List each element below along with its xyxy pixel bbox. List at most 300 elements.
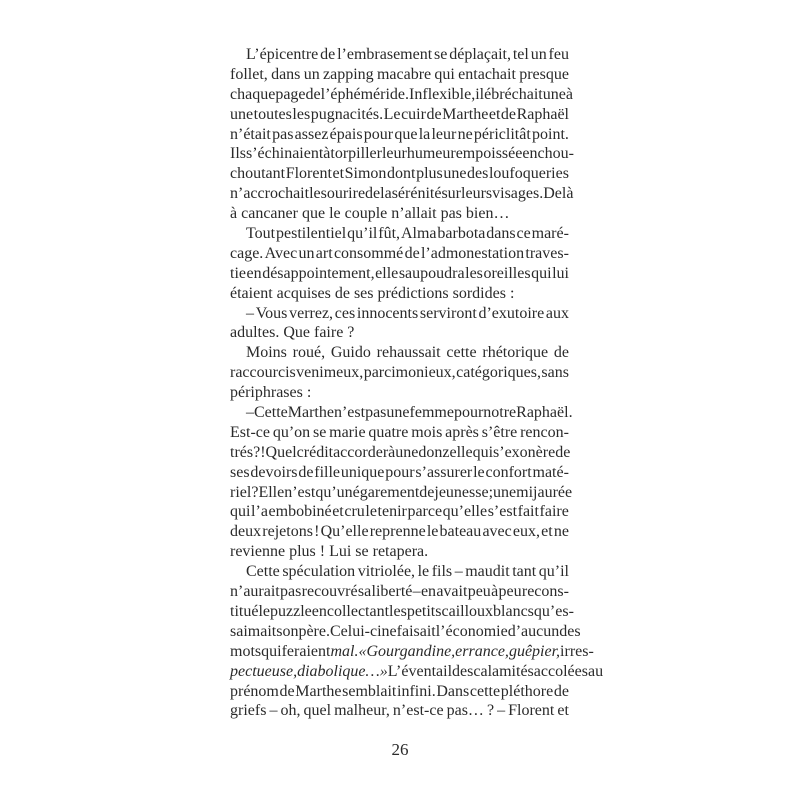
word: étaient bbox=[230, 284, 273, 302]
text-line bbox=[230, 522, 569, 542]
word: de bbox=[553, 682, 569, 700]
word: tenir bbox=[377, 503, 407, 521]
word: se bbox=[355, 543, 369, 561]
word: s’exonère bbox=[493, 443, 556, 461]
word: qui bbox=[472, 443, 494, 461]
word: périphrases bbox=[230, 384, 303, 402]
word: ébréchait bbox=[484, 85, 543, 103]
word: pour bbox=[363, 125, 394, 143]
word: fils bbox=[431, 563, 453, 581]
word: chaque bbox=[230, 85, 276, 103]
word: qu’es- bbox=[533, 602, 574, 620]
word: avait bbox=[436, 583, 468, 601]
word: périclitât bbox=[473, 125, 531, 143]
word: une bbox=[443, 165, 467, 183]
word: Marthe bbox=[442, 105, 489, 123]
word: roué, bbox=[292, 344, 326, 362]
word: à bbox=[491, 583, 499, 601]
word: cette bbox=[446, 344, 477, 362]
word: – bbox=[497, 702, 506, 720]
word: : bbox=[509, 284, 515, 302]
word: pas bbox=[272, 125, 294, 143]
word: parcimonieux, bbox=[363, 364, 456, 382]
word: pas bbox=[440, 205, 462, 223]
word: devoirs bbox=[250, 463, 298, 481]
word: plus bbox=[416, 165, 443, 183]
word: que bbox=[301, 205, 326, 223]
word: l’a bbox=[251, 503, 268, 521]
word: peu bbox=[467, 583, 491, 601]
word: sur bbox=[441, 185, 462, 203]
word: l’éphéméride. bbox=[320, 85, 410, 103]
word: qui bbox=[261, 642, 282, 660]
word: accolées bbox=[533, 662, 588, 680]
word: toutes bbox=[253, 105, 292, 123]
word: n’aurait bbox=[230, 583, 280, 601]
word: feu bbox=[548, 46, 569, 63]
word: mots bbox=[230, 642, 262, 660]
word: oreilles bbox=[483, 264, 531, 282]
text-line bbox=[230, 224, 569, 244]
word: leur bbox=[381, 145, 407, 163]
word: barbota bbox=[437, 225, 486, 243]
text-line bbox=[230, 184, 574, 204]
word: saupoudra bbox=[398, 264, 465, 282]
word: pectueuse, bbox=[230, 662, 298, 680]
text-line bbox=[230, 682, 569, 702]
word: De bbox=[543, 185, 562, 203]
word: de bbox=[334, 284, 350, 302]
word: de bbox=[365, 185, 381, 203]
word: Tout bbox=[246, 225, 276, 243]
word: ; bbox=[488, 483, 494, 501]
word: en bbox=[420, 583, 437, 601]
word: ne bbox=[457, 125, 473, 143]
word: n’allait bbox=[391, 205, 437, 223]
word: Florent bbox=[285, 165, 332, 183]
word: serviront bbox=[419, 304, 477, 322]
text-line bbox=[230, 343, 569, 363]
word: confort bbox=[485, 463, 532, 481]
word: vitriolée, bbox=[357, 563, 416, 581]
word: tie bbox=[230, 264, 246, 282]
word: L’éventail bbox=[387, 662, 453, 680]
word: ! bbox=[319, 543, 326, 561]
word: riel bbox=[230, 483, 252, 501]
text-line bbox=[230, 144, 574, 164]
word: sa bbox=[357, 583, 372, 601]
word: qu’elle bbox=[442, 503, 488, 521]
word: Cette bbox=[254, 404, 288, 422]
text-line bbox=[230, 284, 569, 304]
word: presque bbox=[519, 65, 569, 83]
word: pestilentiel bbox=[276, 225, 347, 243]
word: parce bbox=[407, 503, 443, 521]
word: spéculation bbox=[282, 563, 356, 581]
word: s’assurer bbox=[415, 463, 473, 481]
word: bien… bbox=[465, 205, 510, 223]
word: visages. bbox=[492, 185, 544, 203]
word: assez bbox=[294, 125, 329, 143]
word: Marthe bbox=[287, 404, 334, 422]
word: « bbox=[358, 642, 367, 660]
word: semblait bbox=[342, 682, 397, 700]
word: et bbox=[488, 105, 501, 123]
word: rehaussait bbox=[376, 344, 441, 362]
word: humeur bbox=[406, 145, 456, 163]
word: faire bbox=[539, 503, 569, 521]
word: prédictions bbox=[377, 284, 449, 302]
word: un bbox=[303, 65, 320, 83]
word: s’être bbox=[481, 423, 518, 441]
word: – bbox=[412, 583, 421, 601]
word: Que bbox=[283, 324, 310, 342]
word: désappointement, bbox=[262, 264, 375, 282]
word: – bbox=[246, 304, 254, 322]
word: dont bbox=[387, 165, 416, 183]
word: de bbox=[500, 105, 517, 123]
word: calamités bbox=[473, 662, 534, 680]
word: elle bbox=[375, 264, 399, 282]
body-text bbox=[230, 45, 604, 721]
text-line bbox=[230, 662, 604, 682]
word: bateau bbox=[439, 523, 482, 541]
word: cage. bbox=[230, 244, 264, 262]
word: maré- bbox=[531, 225, 569, 243]
word: quatre bbox=[368, 423, 409, 441]
word: faisait bbox=[396, 622, 436, 640]
word: la bbox=[380, 185, 392, 203]
word: acquises bbox=[276, 284, 331, 302]
word: de bbox=[320, 46, 336, 63]
word: mijaurée bbox=[516, 483, 573, 501]
word: pléthore bbox=[500, 682, 554, 700]
word: au bbox=[587, 662, 604, 680]
word: ? bbox=[347, 324, 355, 342]
word: catégoriques, bbox=[456, 364, 541, 382]
text-line bbox=[230, 244, 569, 264]
word: et bbox=[557, 702, 569, 720]
word: son bbox=[276, 622, 299, 640]
word: errance, bbox=[455, 642, 509, 660]
word: une bbox=[230, 105, 254, 123]
word: le bbox=[417, 563, 430, 581]
word: peu bbox=[498, 583, 522, 601]
word: trés bbox=[230, 443, 254, 461]
word: qu’un bbox=[315, 483, 353, 501]
word: s’échinaient bbox=[246, 145, 324, 163]
word: sérénité bbox=[391, 185, 442, 203]
word: le bbox=[365, 503, 377, 521]
text-line bbox=[230, 363, 569, 383]
word: dans bbox=[486, 225, 516, 243]
word: ses bbox=[353, 284, 374, 302]
word: Elle bbox=[258, 483, 285, 501]
word: notre bbox=[483, 404, 517, 422]
word: ne bbox=[381, 622, 397, 640]
word: – bbox=[269, 702, 278, 720]
word: qui bbox=[230, 503, 251, 521]
word: leur bbox=[431, 125, 457, 143]
word: se bbox=[312, 423, 327, 441]
word: Inflexible, bbox=[409, 85, 476, 103]
word: couple bbox=[344, 205, 388, 223]
word: ? bbox=[251, 483, 259, 501]
word: se bbox=[434, 46, 448, 63]
word: des bbox=[467, 165, 489, 183]
word: rhétorique bbox=[482, 344, 549, 362]
word: faire bbox=[313, 324, 344, 342]
word: donzelle bbox=[418, 443, 473, 461]
word: adultes. bbox=[230, 324, 280, 342]
word: saimait bbox=[230, 622, 277, 640]
word: oh, bbox=[280, 702, 301, 720]
word: pas bbox=[365, 404, 387, 422]
text-line bbox=[230, 125, 569, 145]
word: Moins bbox=[246, 344, 287, 362]
word: leurs bbox=[461, 185, 493, 203]
word: ces bbox=[334, 304, 356, 322]
word: fille bbox=[314, 463, 341, 481]
text-line bbox=[230, 383, 569, 403]
text-line bbox=[230, 701, 569, 721]
word: cru bbox=[344, 503, 365, 521]
word: d’exutoire bbox=[478, 304, 545, 322]
word: déplaçait, bbox=[449, 46, 511, 63]
word: venimeux, bbox=[296, 364, 364, 382]
word: fût, bbox=[378, 225, 401, 243]
word: lui bbox=[552, 264, 569, 282]
word: et bbox=[332, 165, 345, 183]
text-line bbox=[230, 502, 569, 522]
word: accorder bbox=[333, 443, 389, 461]
text-line bbox=[230, 582, 569, 602]
word: Gourgandine, bbox=[366, 642, 456, 660]
word: fait bbox=[517, 503, 539, 521]
word: un bbox=[298, 244, 315, 262]
word: le bbox=[258, 602, 270, 620]
text-line bbox=[230, 323, 569, 343]
word: qui bbox=[434, 65, 455, 83]
word: L’épicentre bbox=[246, 46, 319, 63]
text-line bbox=[230, 65, 569, 85]
word: aux bbox=[545, 304, 569, 322]
text-line bbox=[230, 164, 569, 184]
word: entachait bbox=[458, 65, 516, 83]
word: prénom bbox=[230, 682, 279, 700]
text-line bbox=[230, 463, 569, 483]
word: deux bbox=[230, 523, 262, 541]
word: Ils bbox=[230, 145, 246, 163]
word: tant bbox=[512, 563, 537, 581]
word: page bbox=[275, 85, 306, 103]
word: là bbox=[561, 185, 574, 203]
text-line bbox=[230, 85, 573, 105]
word: de bbox=[426, 105, 442, 123]
word: à bbox=[388, 443, 396, 461]
word: le bbox=[329, 205, 341, 223]
word: la bbox=[418, 125, 431, 143]
word: n’est bbox=[284, 483, 316, 501]
word: de bbox=[279, 682, 295, 700]
word: mois bbox=[411, 423, 443, 441]
word: eux, bbox=[512, 523, 541, 541]
word: pour bbox=[453, 404, 484, 422]
word: tel bbox=[512, 46, 529, 63]
word: infini. bbox=[397, 682, 436, 700]
word: des bbox=[559, 622, 581, 640]
word: des bbox=[452, 662, 474, 680]
word: verrez, bbox=[289, 304, 334, 322]
word: qu’on bbox=[272, 423, 311, 441]
word: Quel bbox=[265, 443, 297, 461]
word: ? bbox=[486, 702, 495, 720]
text-line bbox=[230, 264, 569, 284]
word: en bbox=[522, 145, 538, 163]
word: empoissée bbox=[455, 145, 523, 163]
word: le bbox=[309, 185, 321, 203]
word: père. bbox=[298, 622, 330, 640]
word: ce bbox=[516, 225, 531, 243]
word: revienne bbox=[230, 543, 286, 561]
word: l’embrasement bbox=[337, 46, 433, 63]
word: reprenne bbox=[369, 523, 426, 541]
word: sourire bbox=[320, 185, 366, 203]
word: art bbox=[315, 244, 333, 262]
word: feraient bbox=[281, 642, 331, 660]
word: – bbox=[454, 563, 463, 581]
word: cette bbox=[469, 682, 501, 700]
word: traves- bbox=[525, 244, 569, 262]
word: à bbox=[230, 205, 238, 223]
word: blancs bbox=[493, 602, 534, 620]
word: et bbox=[541, 523, 553, 541]
word: puzzle bbox=[269, 602, 312, 620]
text-line bbox=[230, 642, 594, 662]
page-number: 26 bbox=[391, 740, 409, 759]
word: sordides bbox=[452, 284, 506, 302]
text-line bbox=[230, 562, 569, 582]
word: qu’il bbox=[347, 225, 378, 243]
word: Raphaël bbox=[516, 105, 569, 123]
word: rejetons bbox=[262, 523, 313, 541]
word: cuir bbox=[401, 105, 426, 123]
word: il bbox=[475, 85, 485, 103]
word: innocents bbox=[356, 304, 419, 322]
word: zapping bbox=[322, 65, 374, 83]
word: torpiller bbox=[330, 145, 382, 163]
word: irres- bbox=[560, 642, 594, 660]
word: – bbox=[246, 404, 254, 422]
word: épais bbox=[329, 125, 363, 143]
word: unique bbox=[340, 463, 385, 481]
word: une bbox=[542, 85, 566, 103]
word: de bbox=[305, 85, 321, 103]
word: une bbox=[386, 404, 410, 422]
word: femme bbox=[409, 404, 454, 422]
word: de bbox=[404, 244, 420, 262]
text-line bbox=[230, 304, 569, 324]
word: retapera. bbox=[372, 543, 429, 561]
word: pugnacités. bbox=[310, 105, 384, 123]
word: ! bbox=[314, 523, 320, 541]
word: de bbox=[555, 443, 571, 461]
word: un bbox=[530, 46, 547, 63]
word: les bbox=[292, 105, 311, 123]
word: Marthe bbox=[295, 682, 342, 700]
word: Alma bbox=[400, 225, 437, 243]
text-line bbox=[230, 602, 574, 622]
word: n’est-ce bbox=[392, 702, 444, 720]
word: petits bbox=[406, 602, 442, 620]
word: les bbox=[389, 602, 407, 620]
word: rencon- bbox=[520, 423, 569, 441]
word: Le bbox=[383, 105, 401, 123]
word: n’était bbox=[230, 125, 271, 143]
text-line bbox=[230, 45, 569, 65]
word: de bbox=[298, 463, 314, 481]
word: pas bbox=[280, 583, 302, 601]
text-line bbox=[230, 204, 569, 224]
word: ne bbox=[553, 523, 569, 541]
word: Guido bbox=[330, 344, 371, 362]
word: de bbox=[553, 344, 569, 362]
word: embobiné bbox=[268, 503, 332, 521]
word: titué bbox=[230, 602, 259, 620]
word: mal. bbox=[330, 642, 359, 660]
word: égarement bbox=[352, 483, 420, 501]
word: recons- bbox=[521, 583, 569, 601]
word: le bbox=[473, 463, 485, 481]
word: Cette bbox=[246, 563, 280, 581]
word: une bbox=[493, 483, 517, 501]
text-line bbox=[230, 105, 569, 125]
word: ! bbox=[260, 443, 266, 461]
word: l’admonestation bbox=[420, 244, 525, 262]
word: n’est bbox=[333, 404, 366, 422]
word: qu’il bbox=[538, 563, 569, 581]
word: pour bbox=[385, 463, 415, 481]
text-line bbox=[230, 443, 569, 463]
word: Florent bbox=[508, 702, 555, 720]
word: diabolique… bbox=[297, 662, 380, 680]
word: malheur, bbox=[334, 702, 390, 720]
word: Vous bbox=[255, 304, 288, 322]
word: d’aucun bbox=[507, 622, 560, 640]
text-line bbox=[230, 403, 573, 423]
word: sans bbox=[541, 364, 569, 382]
word: Lui bbox=[329, 543, 352, 561]
word: macabre bbox=[376, 65, 432, 83]
word: recouvré bbox=[301, 583, 358, 601]
word: maudit bbox=[465, 563, 510, 581]
text-line bbox=[230, 423, 569, 443]
word: maté- bbox=[532, 463, 569, 481]
word: Est-ce bbox=[230, 423, 270, 441]
word: les bbox=[465, 264, 483, 282]
word: pas… bbox=[446, 702, 484, 720]
word: une bbox=[395, 443, 419, 461]
word: que bbox=[394, 125, 418, 143]
word: consommé bbox=[333, 244, 404, 262]
word: marie bbox=[329, 423, 366, 441]
word: choutant bbox=[230, 165, 286, 183]
word: collectant bbox=[326, 602, 390, 620]
word: » bbox=[379, 662, 388, 680]
word: qui bbox=[531, 264, 552, 282]
word: en bbox=[246, 264, 262, 282]
word: guêpier, bbox=[508, 642, 561, 660]
